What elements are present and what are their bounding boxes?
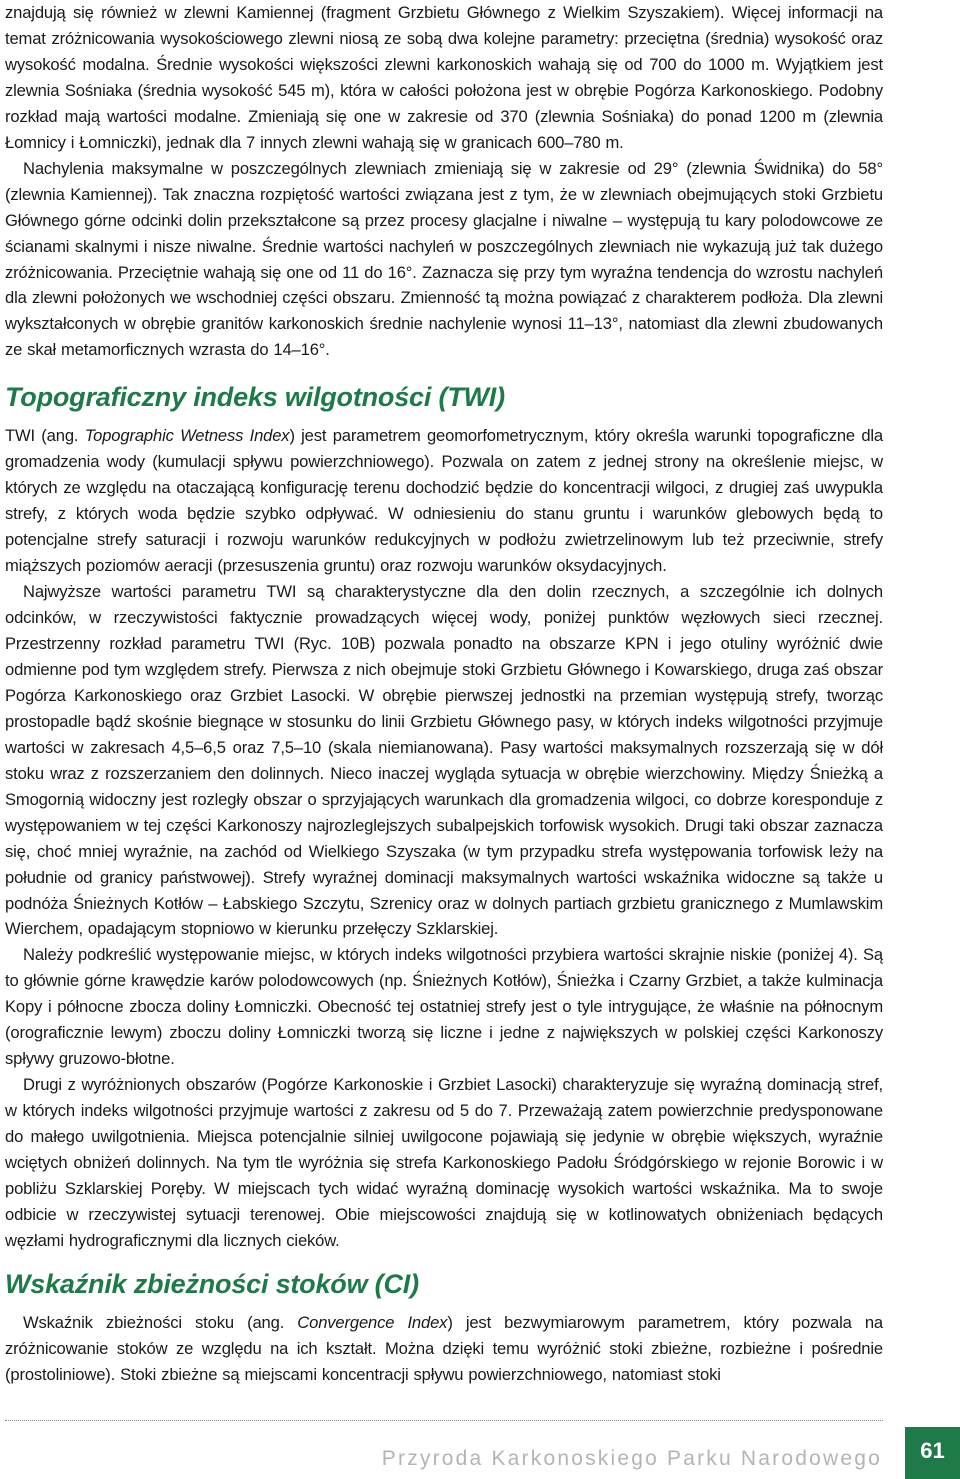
paragraph: znajdują się również w zlewni Kamiennej (fragment Grzbietu Głównego z Wielkim Szyszakiem). Więcej informacji na temat zróżnicowania wysokościowego zlewni niosą ze sobą dwa kolejne parametry: przeciętna (średnia) wysokość oraz wysokość modalna. Średnie wysokości większości zlewni karkonoskich wahają się od 700 do 1000 m. Wyjątkiem jest zlewnia Sośniaka (średnia wysokość 545 m), która w całości położona jest w obrębie Pogórza Karkonoskiego. Podobny rozkład mają wartości modalne. Zmieniają się one w zakresie od 370 (zlewnia Sośniaka) do ponad 1200 m (zlewnia Łomnicy i Łomniczki), jednak dla 7 innych zlewni wahają się w granicach 600–780 m. xyxy=(5,3,883,152)
paragraph-text: ) jest parametrem geomorfometrycznym, który określa warunki topograficzne dla gromadzenia wody (kumulacji spływu powierzchniowego). Pozwala on zatem z jednej strony na określenie miejsc, w których ze względu na otaczającą konfigurację terenu dochodzić będzie do koncentracji wilgoci, z drugiej zaś uwypukla strefy, z których woda będzie szybko odpływać. W odniesieniu do stanu gruntu i warunków glebowych będą to potencjalne strefy saturacji i rozwoju warunków redukcyjnych w podłożu zwietrzelinowym lub też przeciwnie, strefy miąższych poziomów aeracji (przesuszenia gruntu) oraz rozwoju warunków oksydacyjnych. xyxy=(5,426,884,576)
term-italic: Topographic Wetness Index xyxy=(84,426,290,446)
section-heading-ci: Wskaźnik zbieżności stoków (CI) xyxy=(5,1268,419,1299)
term-italic: Convergence Index xyxy=(297,1312,448,1332)
paragraph: Należy podkreślić występowanie miejsc, w których indeks wilgotności przybiera wartości skrajnie niskie (poniżej 4). Są to głównie górne krawędzie karów polodowcowych (np. Śnieżnych Kotłów), Śnieżka i Czarny Grzbiet, a także kulminacja Kopy i północne zbocza doliny Łomniczki. Obecność tej ostatniej strefy jest o tyle intrygujące, że właśnie na północnym (orograficznie lewym) zboczu doliny Łomniczki tworzą się liczne i jedne z największych w polskiej części Karkonoszy spływy gruzowo-błotne. xyxy=(5,945,883,1069)
paragraph: Najwyższe wartości parametru TWI są charakterystyczne dla den dolin rzecznych, a szczególnie ich dolnych odcinków, w rzeczywistości faktycznie prowadzących więcej wody, poniżej punktów węzłowych sieci rzecznej. Przestrzenny rozkład parametru TWI (Ryc. 10B) pozwala ponadto na obszarze KPN i jego otuliny wyróżnić dwie odmienne pod tym względem strefy. Pierwsza z nich obejmuje stoki Grzbietu Głównego i Kowarskiego, druga zaś obszar Pogórza Karkonoskiego oraz Grzbiet Lasocki. W obrębie pierwszej jednostki na przemian występują strefy, tworząc prostopadle bądź skośnie biegnące w stosunku do linii Grzbietu Głównego pasy, w których indeks wilgotności przyjmuje wartości w zakresach 4,5–6,5 oraz 7,5–10 (skala niemianowana). Pasy wartości maksymalnych rozszerzają się w dół stoku wraz z rozszerzaniem den dolinnych. Nieco inaczej wygląda sytuacja w obrębie wierzchowiny. Między Śnieżką a Smogornią widoczny jest rozległy obszar o sprzyjających warunkach dla gromadzenia wilgoci, co dobrze koresponduje z występowaniem w tej części Karkonoszy najrozleglejszych subalpejskich torfowisk wysokich. Drugi taki obszar zaznacza się, choć mniej wyraźnie, na zachód od Wielkiego Szyszaka (w tym przypadku strefa występowania torfowisk leży na południe od granicy państwowej). Strefy wyraźnej dominacji maksymalnych wartości wskaźnika widoczne są także u podnóża Śnieżnych Kotłów – Łabskiego Szczytu, Szrenicy oraz w dolnych partiach grzbietu granicznego z Mumlawskim Wierchem, opadającym stopniowo w kierunku przełęczy Szklarskiej. xyxy=(5,582,883,939)
paragraph-text: ) jest bezwymiarowym parametrem, który pozwala na zróżnicowanie stoków ze względu na ich kształt. Można dzięki temu wyróżnić stoki zbieżne, rozbieżne i pośrednie (prostoliniowe). Stoki zbieżne są miejscami koncentracji spływu powierzchniowego, natomiast stoki xyxy=(5,1312,883,1384)
paragraph xyxy=(5,1310,883,1388)
paragraph-text: TWI (ang. xyxy=(5,426,85,446)
paragraph: Drugi z wyróżnionych obszarów (Pogórze Karkonoskie i Grzbiet Lasocki) charakteryzuje się wyraźną dominacją stref, w których indeks wilgotności przyjmuje wartości z zakresu od 5 do 7. Przeważają zatem powierzchnie predysponowane do małego uwilgotnienia. Miejsca potencjalnie silniej uwilgocone pojawiają się jedynie w obrębie większych, wyraźnie wciętych obniżeń dolinnych. Na tym tle wyróżnia się strefa Karkonoskiego Padołu Śródgórskiego w rejonie Borowic i w pobliżu Szklarskiej Poręby. W miejscach tych widać wyraźną dominację wysokich wartości wskaźnika. Ma to swoje odbicie w rzeczywistej sytuacji terenowej. Obie miejscowości znajdują się w kotlinowatych obniżeniach będących węzłami hydrograficznymi dla licznych cieków. xyxy=(5,1075,883,1250)
article-body xyxy=(5,0,883,1388)
page-number-badge: 61 xyxy=(905,1427,960,1479)
paragraph xyxy=(5,423,883,579)
journal-title: Przyroda Karkonoskiego Parku Narodowego xyxy=(381,1447,882,1470)
paragraph: Nachylenia maksymalne w poszczególnych zlewniach zmieniają się w zakresie od 29° (zlewnia Świdnika) do 58° (zlewnia Kamiennej). Tak znaczna rozpiętość wartości związana jest z tym, że w zlewniach obejmujących stoki Grzbietu Głównego górne odcinki dolin przekształcone są przez procesy glacjalne i niwalne – występują tu kary polodowcowe ze ścianami skalnymi i nisze niwalne. Średnie wartości nachyleń w poszczególnych zlewniach nie wykazują już tak dużego zróżnicowania. Przeciętnie wahają się one od 11 do 16°. Zaznacza się przy tym wyraźna tendencja do wzrostu nachyleń dla zlewni położonych we wschodniej części obszaru. Zmienność tą można powiązać z charakterem podłoża. Dla zlewni wykształconych w obrębie granitów karkonoskich średnie nachylenie wynosi 11–13°, natomiast dla zlewni zbudowanych ze skał metamorficznych wzrasta do 14–16°. xyxy=(5,158,883,360)
footer-divider xyxy=(5,1420,883,1421)
paragraph-text: Wskaźnik zbieżności stoku (ang. xyxy=(23,1312,298,1332)
section-heading-twi: Topograficzny indeks wilgotności (TWI) xyxy=(5,382,505,413)
